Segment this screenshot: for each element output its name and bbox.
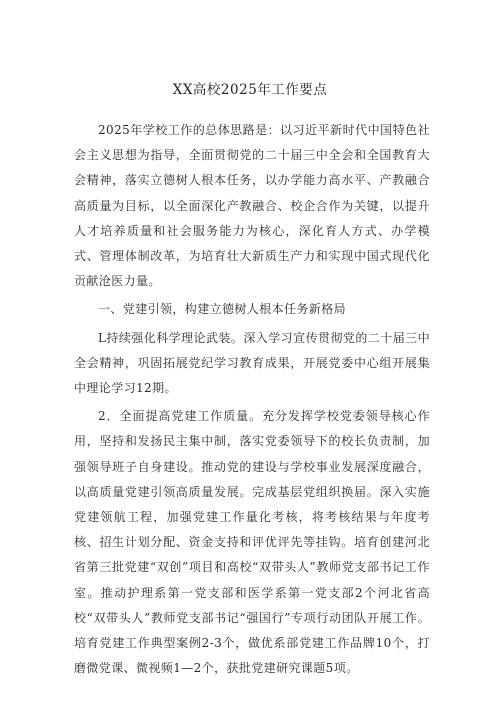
document-title: XX高校2025年工作要点 [172,82,328,98]
section-heading: 一、党建引领，构建立德树人根本任务新格局 [98,302,347,317]
intro-paragraph: 2025年学校工作的总体思路是：以习近平新时代中国特色社会主义思想为指导，全面贯彻党的二十届三中全会和全国教育大会精神，落实立德树人根本任务，以办学能力高水平、产教融合高质量为目标，以全面深化产教融合、校企合作为关键，以提升人才培养质量和社会服务能力为核心，深化育人方式、办学模式、管理体制改革，为培育壮大新质生产力和实现中国式现代化贡献沧医力量。 [74,123,430,289]
document-body [74,118,430,684]
item-paragraph-2: 2．全面提高党建工作质量。充分发挥学校党委领导核心作用，坚持和发扬民主集中制，落实党委领导下的校长负责制，加强领导班子自身建设。推动党的建设与学校事业发展深度融合，以高质量党建引领高质量发展。完成基层党组织换届。深入实施党建领航工程，加强党建工作量化考核，将考核结果与年度考核、招生计划分配、资金支持和评优评先等挂钩。培育创建河北省第三批党建“双创”项目和高校“双带头人”教师党支部书记工作室。推动护理系第一党支部和医学系第一党支部2个河北省高校“双带头人”教师党支部书记“强国行”专项行动团队开展工作。培育党建工作典型案例2-3个，做优系部党建工作品牌10个，打磨微党课、微视频1—2个，获批党建研究课题5项。 [74,409,430,676]
item-paragraph-1: L持续强化科学理论武装。深入学习宣传贯彻党的二十届三中全会精神，巩固拓展党纪学习教育成果，开展党委中心组开展集中理论学习12期。 [74,330,430,396]
